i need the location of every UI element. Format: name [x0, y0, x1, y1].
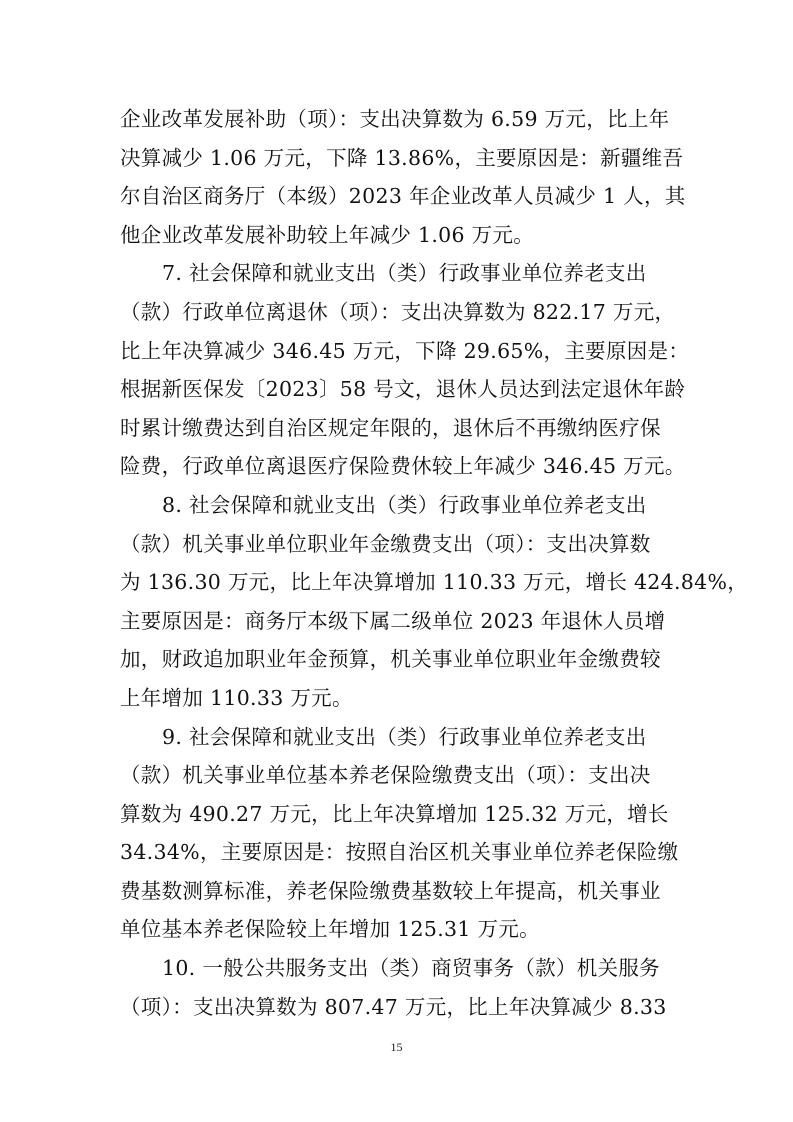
text-line: 34.34%，主要原因是：按照自治区机关事业单位养老保险缴	[120, 840, 679, 865]
paragraph-start-line: 9. 社会保障和就业支出（类）行政事业单位养老支出	[162, 724, 647, 749]
page-number: 15	[390, 1040, 403, 1054]
text-line: 根据新医保发〔2023〕58 号文，退休人员达到法定退休年龄	[120, 377, 686, 402]
text-line: 上年增加 110.33 万元。	[120, 685, 353, 710]
text-line: 企业改革发展补助（项）：支出决算数为 6.59 万元，比上年	[120, 107, 670, 131]
text-line: （款）机关事业单位职业年金缴费支出（项）：支出决算数	[120, 531, 651, 556]
text-line: 决算减少 1.06 万元，下降 13.86%，主要原因是：新疆维吾	[120, 145, 684, 170]
text-line: （项）：支出决算数为 807.47 万元，比上年决算减少 8.33	[120, 994, 667, 1019]
text-line: 费基数测算标准，养老保险缴费基数较上年提高，机关事业	[120, 878, 661, 903]
text-line: 比上年决算减少 346.45 万元，下降 29.65%，主要原因是：	[120, 338, 690, 363]
text-line: 他企业改革发展补助较上年减少 1.06 万元。	[120, 222, 535, 247]
paragraph-start-line: 10. 一般公共服务支出（类）商贸事务（款）机关服务	[162, 956, 660, 981]
paragraph-start-line: 7. 社会保障和就业支出（类）行政事业单位养老支出	[162, 261, 647, 286]
body-text	[120, 100, 749, 1026]
text-line: 尔自治区商务厅（本级）2023 年企业改革人员减少 1 人，其	[120, 184, 686, 209]
text-line: 时累计缴费达到自治区规定年限的，退休后不再缴纳医疗保	[120, 415, 661, 440]
text-line: 算数为 490.27 万元，比上年决算增加 125.32 万元，增长	[120, 801, 669, 826]
text-line: （款）行政单位离退休（项）：支出决算数为 822.17 万元，	[120, 299, 676, 324]
paragraph-start-line: 8. 社会保障和就业支出（类）行政事业单位养老支出	[162, 492, 647, 517]
text-line: 险费，行政单位离退医疗保险费休较上年减少 346.45 万元。	[120, 454, 686, 479]
text-line: 单位基本养老保险较上年增加 125.31 万元。	[120, 917, 540, 942]
text-line: （款）机关事业单位基本养老保险缴费支出（项）：支出决	[120, 763, 651, 788]
text-line: 加，财政追加职业年金预算，机关事业单位职业年金缴费较	[120, 647, 661, 672]
text-line: 主要原因是：商务厅本级下属二级单位 2023 年退休人员增	[120, 608, 666, 633]
text-line: 为 136.30 万元，比上年决算增加 110.33 万元，增长 424.84%，	[120, 570, 749, 595]
